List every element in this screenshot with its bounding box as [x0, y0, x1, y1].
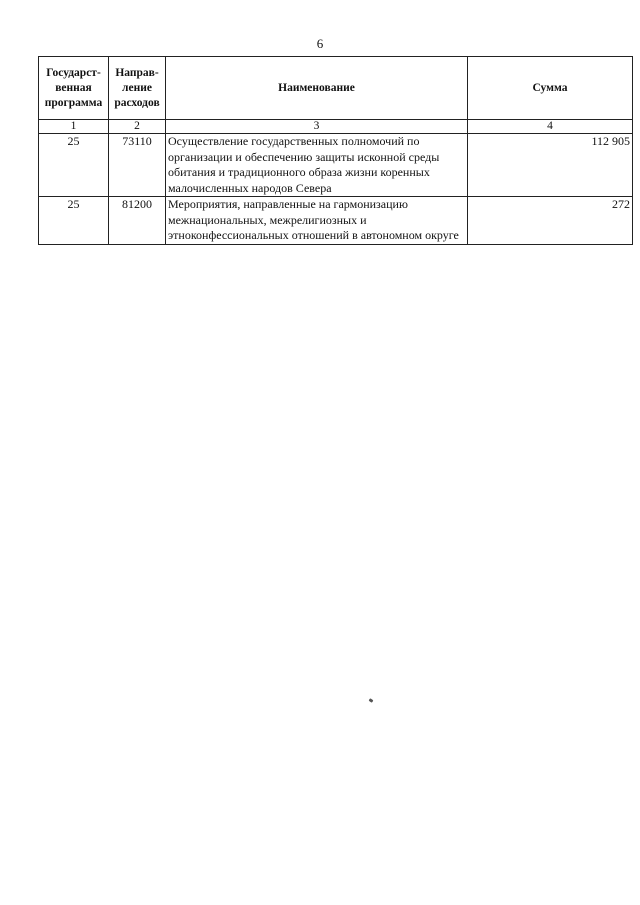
column-number-row [39, 120, 633, 134]
column-number: 3 [166, 120, 468, 134]
cell-sum: 272 [468, 197, 633, 245]
cell-program: 25 [39, 197, 109, 245]
header-name: Наименование [166, 57, 468, 120]
header-sum: Сумма [468, 57, 633, 120]
cell-name: Мероприятия, направленные на гармонизацию межнациональных, межрелигиозных и этноконфессиональных отношений в автономном округе [166, 197, 468, 245]
table-header-row [39, 57, 633, 120]
cell-direction: 73110 [109, 134, 166, 197]
column-number: 2 [109, 120, 166, 134]
header-direction: Направ-ление расходов [109, 57, 166, 120]
scan-speck [369, 698, 374, 703]
page-number: 6 [316, 36, 324, 51]
cell-direction: 81200 [109, 197, 166, 245]
budget-table [38, 56, 633, 245]
table-row [39, 197, 633, 245]
header-program: Государст-венная программа [39, 57, 109, 120]
table-row [39, 134, 633, 197]
column-number: 1 [39, 120, 109, 134]
cell-sum: 112 905 [468, 134, 633, 197]
cell-program: 25 [39, 134, 109, 197]
cell-name: Осуществление государственных полномочий по организации и обеспечению защиты исконной среды обитания и традиционного образа жизни коренных малочисленных народов Севера [166, 134, 468, 197]
column-number: 4 [468, 120, 633, 134]
